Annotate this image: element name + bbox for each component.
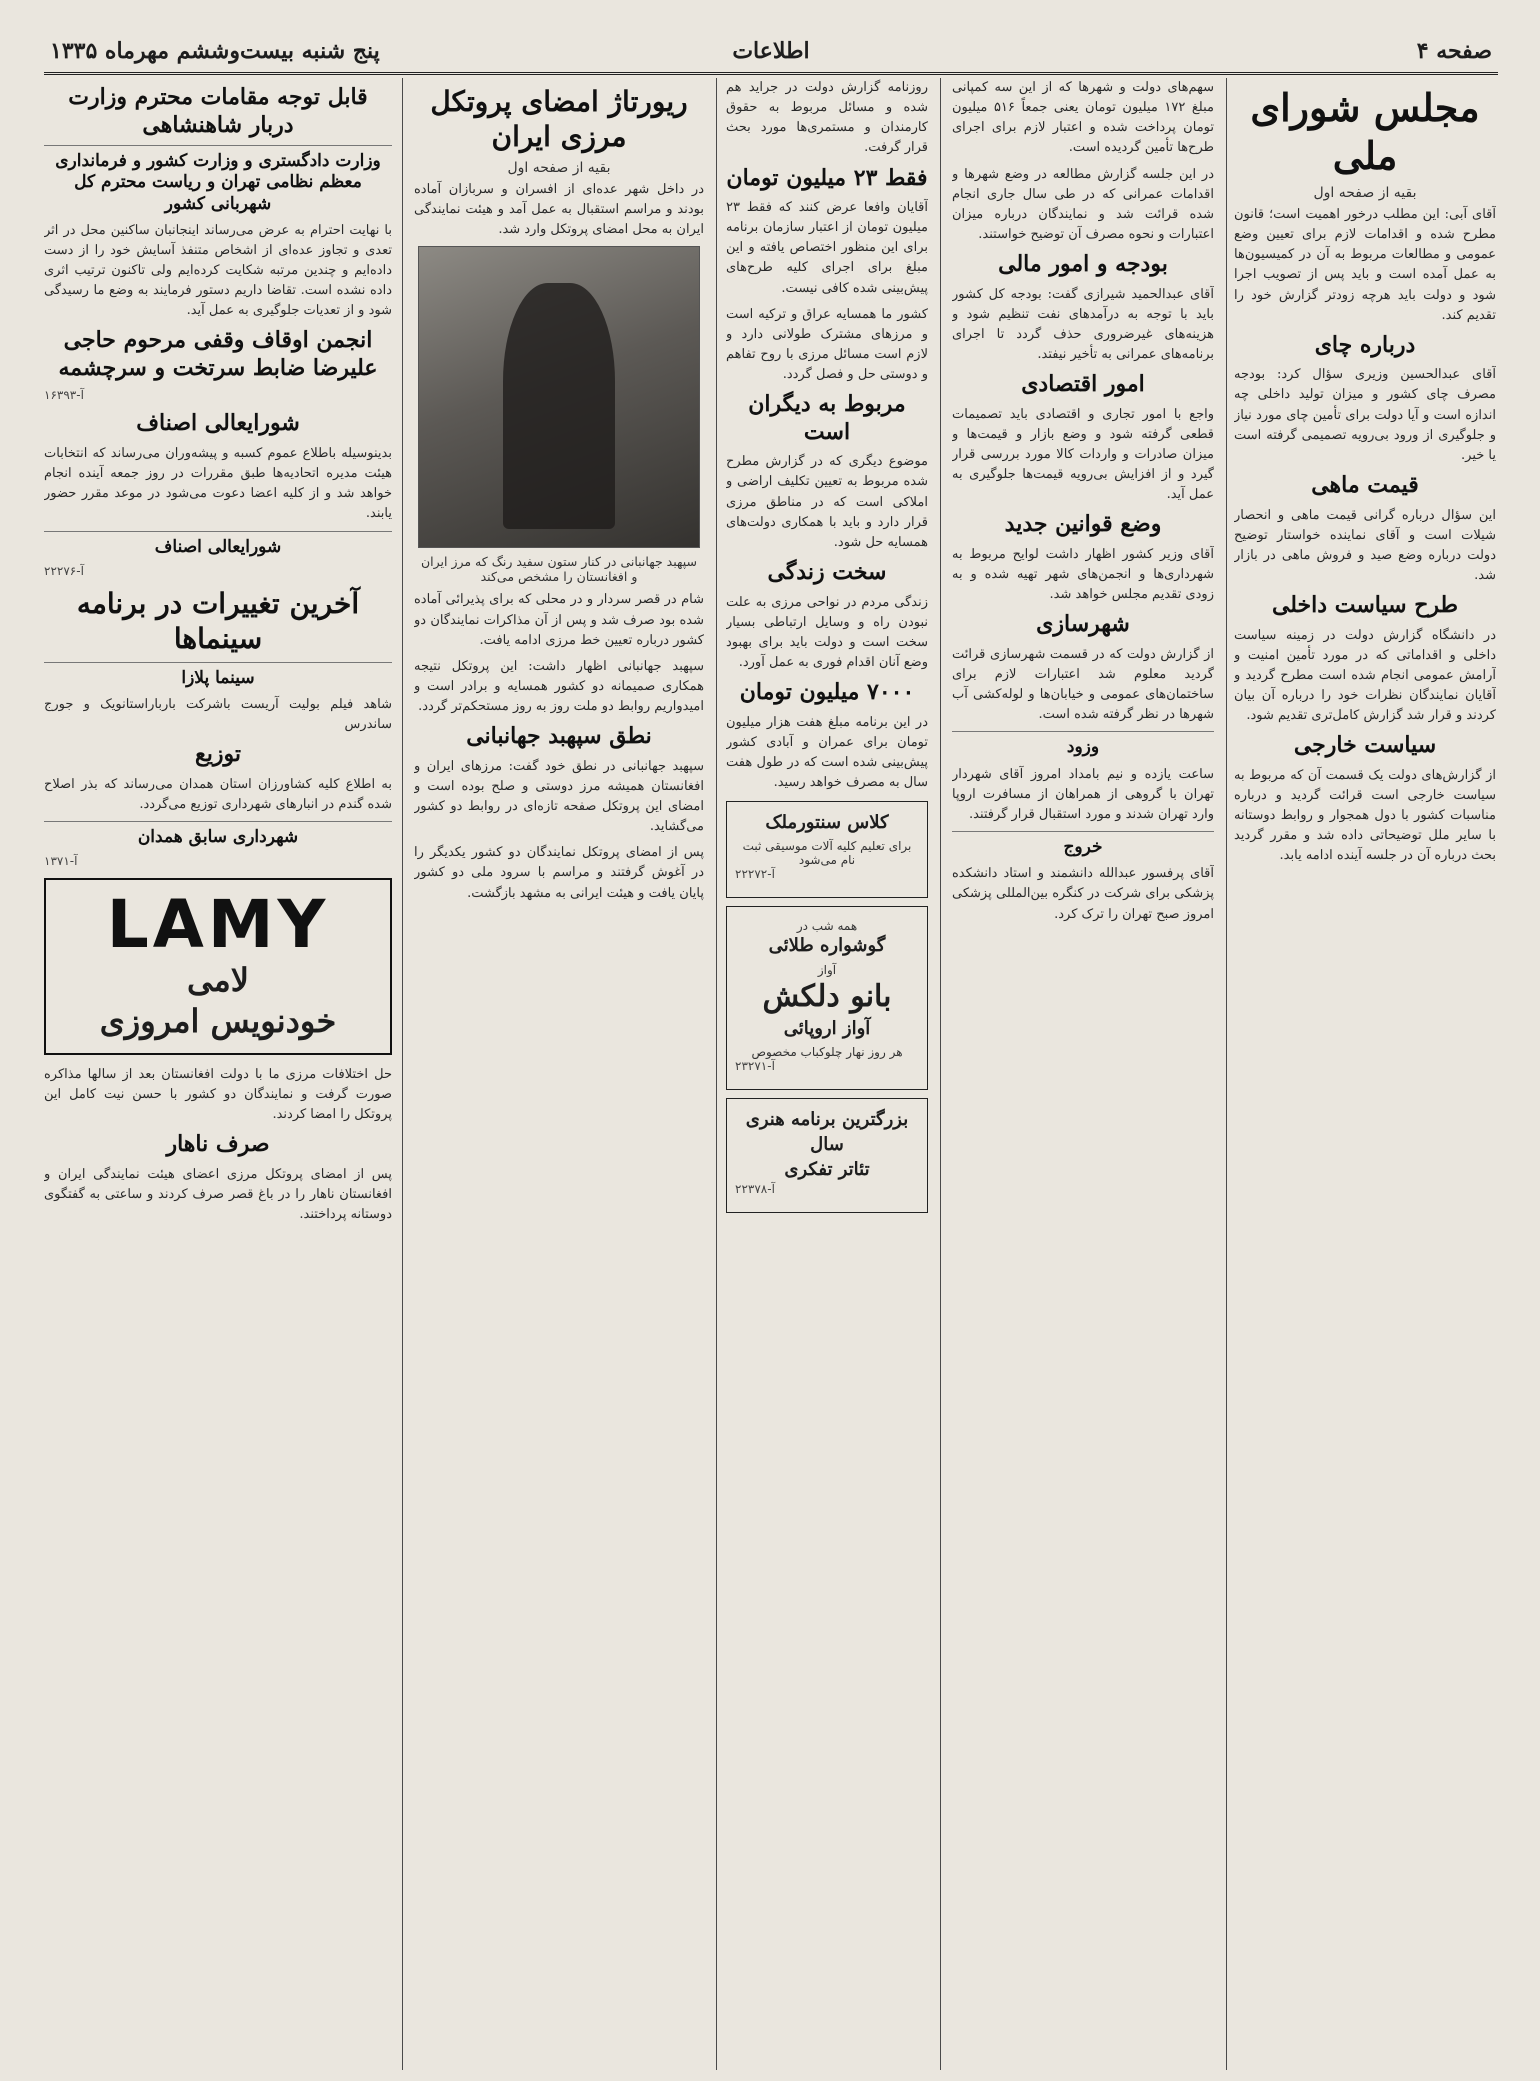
ad-santur-class <box>726 801 928 898</box>
notice-signature: شورایعالی اصناف <box>44 531 392 558</box>
article-text: در دانشگاه گزارش دولت در زمینه سیاست داخلی و اقداماتی که در مورد تأمین امنیت و آرامش عمومی انجام شده است مطرح گردید و آقایان نمایندگان نظرات خود را درباره آن بیان کردند و قرار شد گزارش کامل‌تری تقدیم شود. <box>1234 627 1496 724</box>
ad-reference: آ-۲۲۳۷۸ <box>735 1182 775 1197</box>
ad-title: گوشواره طلائی <box>768 935 886 957</box>
article-text: آقای عبدالحمید شیرازی گفت: بودجه کل کشور باید با توجه به درآمدهای نفت تنظیم شود و هزینه‌های غیرضروری حذف گردد تا اجرای برنامه‌های عمرانی به تأخیر نیفتد. <box>952 286 1214 363</box>
subheading-new-laws: وضع قوانین جدید <box>1004 511 1162 538</box>
ad-subline: تئاتر تفکری <box>784 1159 870 1181</box>
subheading-lunch: صرف ناهار <box>166 1131 270 1158</box>
notice-reference: آ-۲۲۲۷۶ <box>44 563 84 578</box>
article-text: زندگی مردم در نواحی مرزی به علت نبودن راه و وسایل ارتباطی بسیار سخت است و دولت باید برای بهبود وضع آنان اقدام فوری به عمل آورد. <box>726 594 928 670</box>
newspaper-name: اطلاعات <box>732 38 810 64</box>
masthead <box>44 28 1498 75</box>
continued-note: بقیه از صفحه اول <box>1313 185 1417 201</box>
article-text: واجع با امور تجاری و اقتصادی باید تصمیمات قطعی گرفته شود و وضع بازار و قیمت‌ها و میزان صادرات و واردات کالا مورد بررسی قرار گیرد و از افزایش بی‌رویه قیمت‌ها جلوگیری به عمل آید. <box>952 406 1214 503</box>
notice-addressees: وزارت دادگستری و وزارت کشور و فرمانداری معظم نظامی تهران و ریاست محترم کل شهربانی کشور <box>44 145 392 215</box>
article-text: ساعت یازده و نیم بامداد امروز آقای شهردار تهران با گروهی از همراهان از مسافرت اروپا وارد تهران شدند و مورد استقبال قرار گرفتند. <box>952 766 1214 822</box>
page-number: صفحه ۴ <box>1416 38 1492 64</box>
article-text: آقای عبدالحسین وزیری سؤال کرد: بودجه مصرف چای کشور و میزان تولید داخلی چه اندازه است و آیا دولت برای تأمین چای مورد نیاز و جلوگیری از ورود بی‌رویه تصمیمی گرفته است یا خیر. <box>1234 367 1496 463</box>
subheading-foreign-policy: سیاست خارجی <box>1293 732 1437 759</box>
article-text: آقای آبی: این مطلب درخور اهمیت است؛ قانون مطرح شده و اقدامات لازم برای تعیین وضع عمومی و مطالعات مربوط به آن در کمیسیون‌ها به عمل آمده است و باید پس از تصویب اجرا شود و دولت باید هرچه زودتر گزارش خود را تقدیم کند. <box>1234 207 1496 323</box>
column-border-finance <box>726 78 928 2070</box>
headline-distribution: توزیع <box>195 741 241 768</box>
article-text: پس از امضای پروتکل مرزی اعضای هیئت نمایندگی ایران و افغانستان ناهار را در باغ قصر صرف کردند و ساعتی به گفتگوی دوستانه پرداختند. <box>44 1166 392 1223</box>
photo-figure <box>503 283 615 529</box>
article-text: پس از امضای پروتکل نمایندگان دو کشور یکدیگر را در آغوش گرفتند و مراسم با سرود ملی دو کشور پایان یافت و هیئت ایرانی به مشهد بازگشت. <box>414 845 704 901</box>
cinema-listing: شاهد فیلم بولیت آریست باشرکت بارباراستانویک و جورج ساندرس <box>44 697 392 733</box>
headline-cinema-changes: آخرین تغییرات در برنامه سینماها <box>76 586 360 655</box>
subheading-arrival: وزود <box>952 731 1214 758</box>
article-text: سپهبد جهانبانی اظهار داشت: این پروتکل نتیجه همکاری صمیمانه دو کشور همسایه و برادر است و امیدواریم روابط دو ملت روز به روز مستحکم‌تر گردد. <box>414 658 704 715</box>
article-text: سپهبد جهانبانی در نطق خود گفت: مرزهای ایران و افغانستان همیشه مرز دوستی و صلح بوده است و امضای این پروتکل صفحه تازه‌ای در روابط دو کشور می‌گشاید. <box>414 758 704 835</box>
notice-signature: شهرداری سابق همدان <box>44 821 392 848</box>
issue-date: پنج شنبه بیست‌وششم مهرماه ۱۳۳۵ <box>50 38 380 64</box>
photo-caption: سپهبد جهانبانی در کنار ستون سفید رنگ که مرز ایران و افغانستان را مشخص می‌کند <box>420 554 698 585</box>
ad-body: برای تعلیم کلیه آلات موسیقی ثبت نام می‌شود <box>742 839 912 868</box>
subheading-fish-price: قیمت ماهی <box>1311 472 1419 499</box>
notice-text: با نهایت احترام به عرض می‌رساند اینجانبان ساکنین محل در اثر تعدی و تجاوز عده‌ای از اشخاص متنفذ آسایش خود را از دست داده‌ایم و چندین مرتبه شکایت کرده‌ایم ولی تاکنون ترتیب اثری داده نشده است. تقاضا داریم دستور فرمایند به وضع ما رسیدگی شود و از تعدیات جلوگیری به عمل آید. <box>44 222 392 319</box>
ad-title: بزرگترین برنامه هنری سال <box>745 1108 909 1155</box>
cinema-name: سینما پلازا <box>44 662 392 689</box>
notice-reference: آ-۱۳۷۱ <box>44 854 78 869</box>
lamy-logo-latin: LAMY <box>106 886 330 964</box>
ad-pretitle: همه شب در <box>796 919 858 934</box>
lamy-advertisement <box>44 878 392 1054</box>
column-border-protocol <box>414 78 704 2070</box>
article-text: آقای وزیر کشور اظهار داشت لوایح مربوط به شهرداری‌ها و انجمن‌های شهر تهیه شده و به زودی تقدیم مجلس خواهد شد. <box>952 546 1214 603</box>
article-text: از گزارش دولت که در قسمت شهرسازی قرائت گردید معلوم شد اعتبارات لازم برای ساختمان‌های عمومی و خیابان‌ها و لوله‌کشی آب شهرها در نظر گرفته شده است. <box>952 646 1214 723</box>
ad-title: کلاس سنتورملک <box>765 812 889 834</box>
column-budget <box>952 78 1214 2070</box>
article-text: در داخل شهر عده‌ای از افسران و سربازان آماده بودند و مراسم استقبال به عمل آمد و هیئت نمایندگی ایران به محل امضای پروتکل وارد شد. <box>414 182 704 238</box>
subheading-domestic-policy: طرح سیاست داخلی <box>1271 592 1459 619</box>
subheading-speech: نطق سپهبد جهانبانی <box>466 723 652 750</box>
ad-singer: بانو دلکش <box>762 978 892 1014</box>
article-text: از گزارش‌های دولت یک قسمت آن که مربوط به سیاست خارجی است قرائت گردید و درباره مناسبات کشور با دول همجوار و روابط دوستانه با سایر ملل توضیحاتی داده شد و مقرر گردید بحث درباره آن در جلسه آینده ادامه یابد. <box>1234 767 1496 864</box>
ad-voice-label: آواز <box>817 962 837 977</box>
column-parliament <box>1234 78 1496 2070</box>
article-text: کشور ما همسایه عراق و ترکیه است و مرزهای مشترک طولانی دارد و لازم است مسائل مرزی با روح تفاهم و دوستی حل و فصل گردد. <box>726 306 928 383</box>
article-text: در این برنامه مبلغ هفت هزار میلیون تومان برای عمران و آبادی کشور پیش‌بینی شده است که در طول هفت سال به مصرف خواهد رسید. <box>726 714 928 791</box>
ad-reference: آ-۲۲۲۷۲ <box>735 867 775 882</box>
article-text: در این جلسه گزارش مطالعه در وضع شهرها و اقدامات عمرانی که در طی سال جاری انجام شده قرائت شد و نمایندگان درباره میزان اعتبارات و نحوه مصرف آن توضیح خواستند. <box>952 166 1214 242</box>
column-notices <box>44 78 392 2070</box>
article-text: این سؤال درباره گرانی قیمت ماهی و انحصار شیلات است و آقای نماینده خواستار توضیح دولت درباره وضع صید و فروش ماهی در بازار شد. <box>1234 507 1496 583</box>
notice-text: بدینوسیله باطلاع عموم کسبه و پیشه‌وران می‌رساند که انتخابات هیئت مدیره اتحادیه‌ها طبق مقررات در روز جمعه آینده انجام خواهد شد و از کلیه اعضا دعوت می‌شود در موعد مقرر حضور یابند. <box>44 445 392 522</box>
ad-subline: آواز اروپائی <box>783 1017 871 1039</box>
subheading-others: مربوط به دیگران است <box>748 391 906 445</box>
notice-reference: آ-۱۶۳۹۳ <box>44 388 84 403</box>
lamy-logo-persian: لامی <box>186 960 250 999</box>
ad-golden-earring <box>726 906 928 1089</box>
article-text: آقایان وافعا عرض کنند که فقط ۲۳ میلیون تومان از اعتبار سازمان برنامه برای این منظور اختصاص یافته و این مبلغ برای اجرای کلیه طرح‌های پیش‌بینی شده کافی نیست. <box>726 200 928 296</box>
article-text: موضوع دیگری که در گزارش مطرح شده مربوط به تعیین تکلیف اراضی و املاکی است که در مناطق مرزی قرار دارد و باید با همکاری دولت‌های همسایه حل شود. <box>726 454 928 550</box>
article-text: آقای پرفسور عبدالله دانشمند و استاد دانشکده پزشکی برای شرکت در کنگره بین‌المللی پزشکی امروز صبح تهران را ترک کرد. <box>952 866 1214 922</box>
article-text: حل اختلافات مرزی ما با دولت افغانستان بعد از سالها مذاکره صورت گرفت و نمایندگان دو کشور با حسن نیت کامل این پروتکل را امضا کردند. <box>44 1066 392 1123</box>
subheading-urban-planning: شهرسازی <box>1036 611 1130 638</box>
subheading-budget: بودجه و امور مالی <box>998 251 1168 278</box>
subheading-hard-life: سخت زندگی <box>767 559 887 586</box>
article-text: سهم‌های دولت و شهرها که از این سه کمپانی مبلغ ۱۷۲ میلیون تومان یعنی جمعاً ۵۱۶ میلیون تومان پرداخت شده و اعتبار لازم برای اجرای طرح‌ها تأمین گردیده است. <box>952 80 1214 156</box>
column-rule <box>940 78 941 2070</box>
news-photo <box>418 246 700 548</box>
article-text: روزنامه گزارش دولت در جراید هم شده و مسائل مربوط به حقوق کارمندان و مستمری‌ها مورد بحث قرار گرفت. <box>726 80 928 156</box>
subheading-departure: خروج <box>952 831 1214 858</box>
subheading-economy: امور اقتصادی <box>1021 371 1145 398</box>
subheading-7000-million: ۷۰۰۰ میلیون تومان <box>739 679 915 706</box>
lamy-tagline: خودنویس امروزی <box>99 1002 337 1041</box>
headline-parliament: مجلس شورای ملی <box>1250 85 1480 178</box>
headline-border-protocol: ریورتاژ امضای پروتکل مرزی ایران <box>430 85 688 153</box>
column-rule <box>716 78 717 2070</box>
ad-reference: آ-۲۳۲۷۱ <box>735 1058 775 1073</box>
ad-subline: هر روز نهار چلوکباب مخصوص <box>751 1044 903 1059</box>
column-rule <box>402 78 403 2070</box>
headline-notice-court: قابل توجه مقامات محترم وزارت دربار شاهنشاهی <box>68 84 368 138</box>
subheading-tea: درباره چای <box>1314 331 1416 358</box>
notice-text: به اطلاع کلیه کشاورزان استان همدان می‌رساند که بذر اصلاح شده گندم در انبارهای شهرداری توزیع می‌گردد. <box>44 776 392 812</box>
notice-signature: انجمن اوقاف وقفی مرحوم حاجی علیرضا ضابط سرتخت و سرچشمه <box>58 327 378 381</box>
subheading-23-million: فقط ۲۳ میلیون تومان <box>726 164 928 191</box>
ad-theater <box>726 1098 928 1214</box>
article-text: شام در قصر سردار و در محلی که برای پذیرائی آماده شده بود صرف شد و پس از آن مذاکرات نمایندگان دو کشور درباره تعیین خط مرزی ادامه یافت. <box>414 592 704 648</box>
continued-note: بقیه از صفحه اول <box>507 160 611 176</box>
headline-guilds-council: شورایعالی اصناف <box>136 410 300 437</box>
column-rule <box>1226 78 1227 2070</box>
